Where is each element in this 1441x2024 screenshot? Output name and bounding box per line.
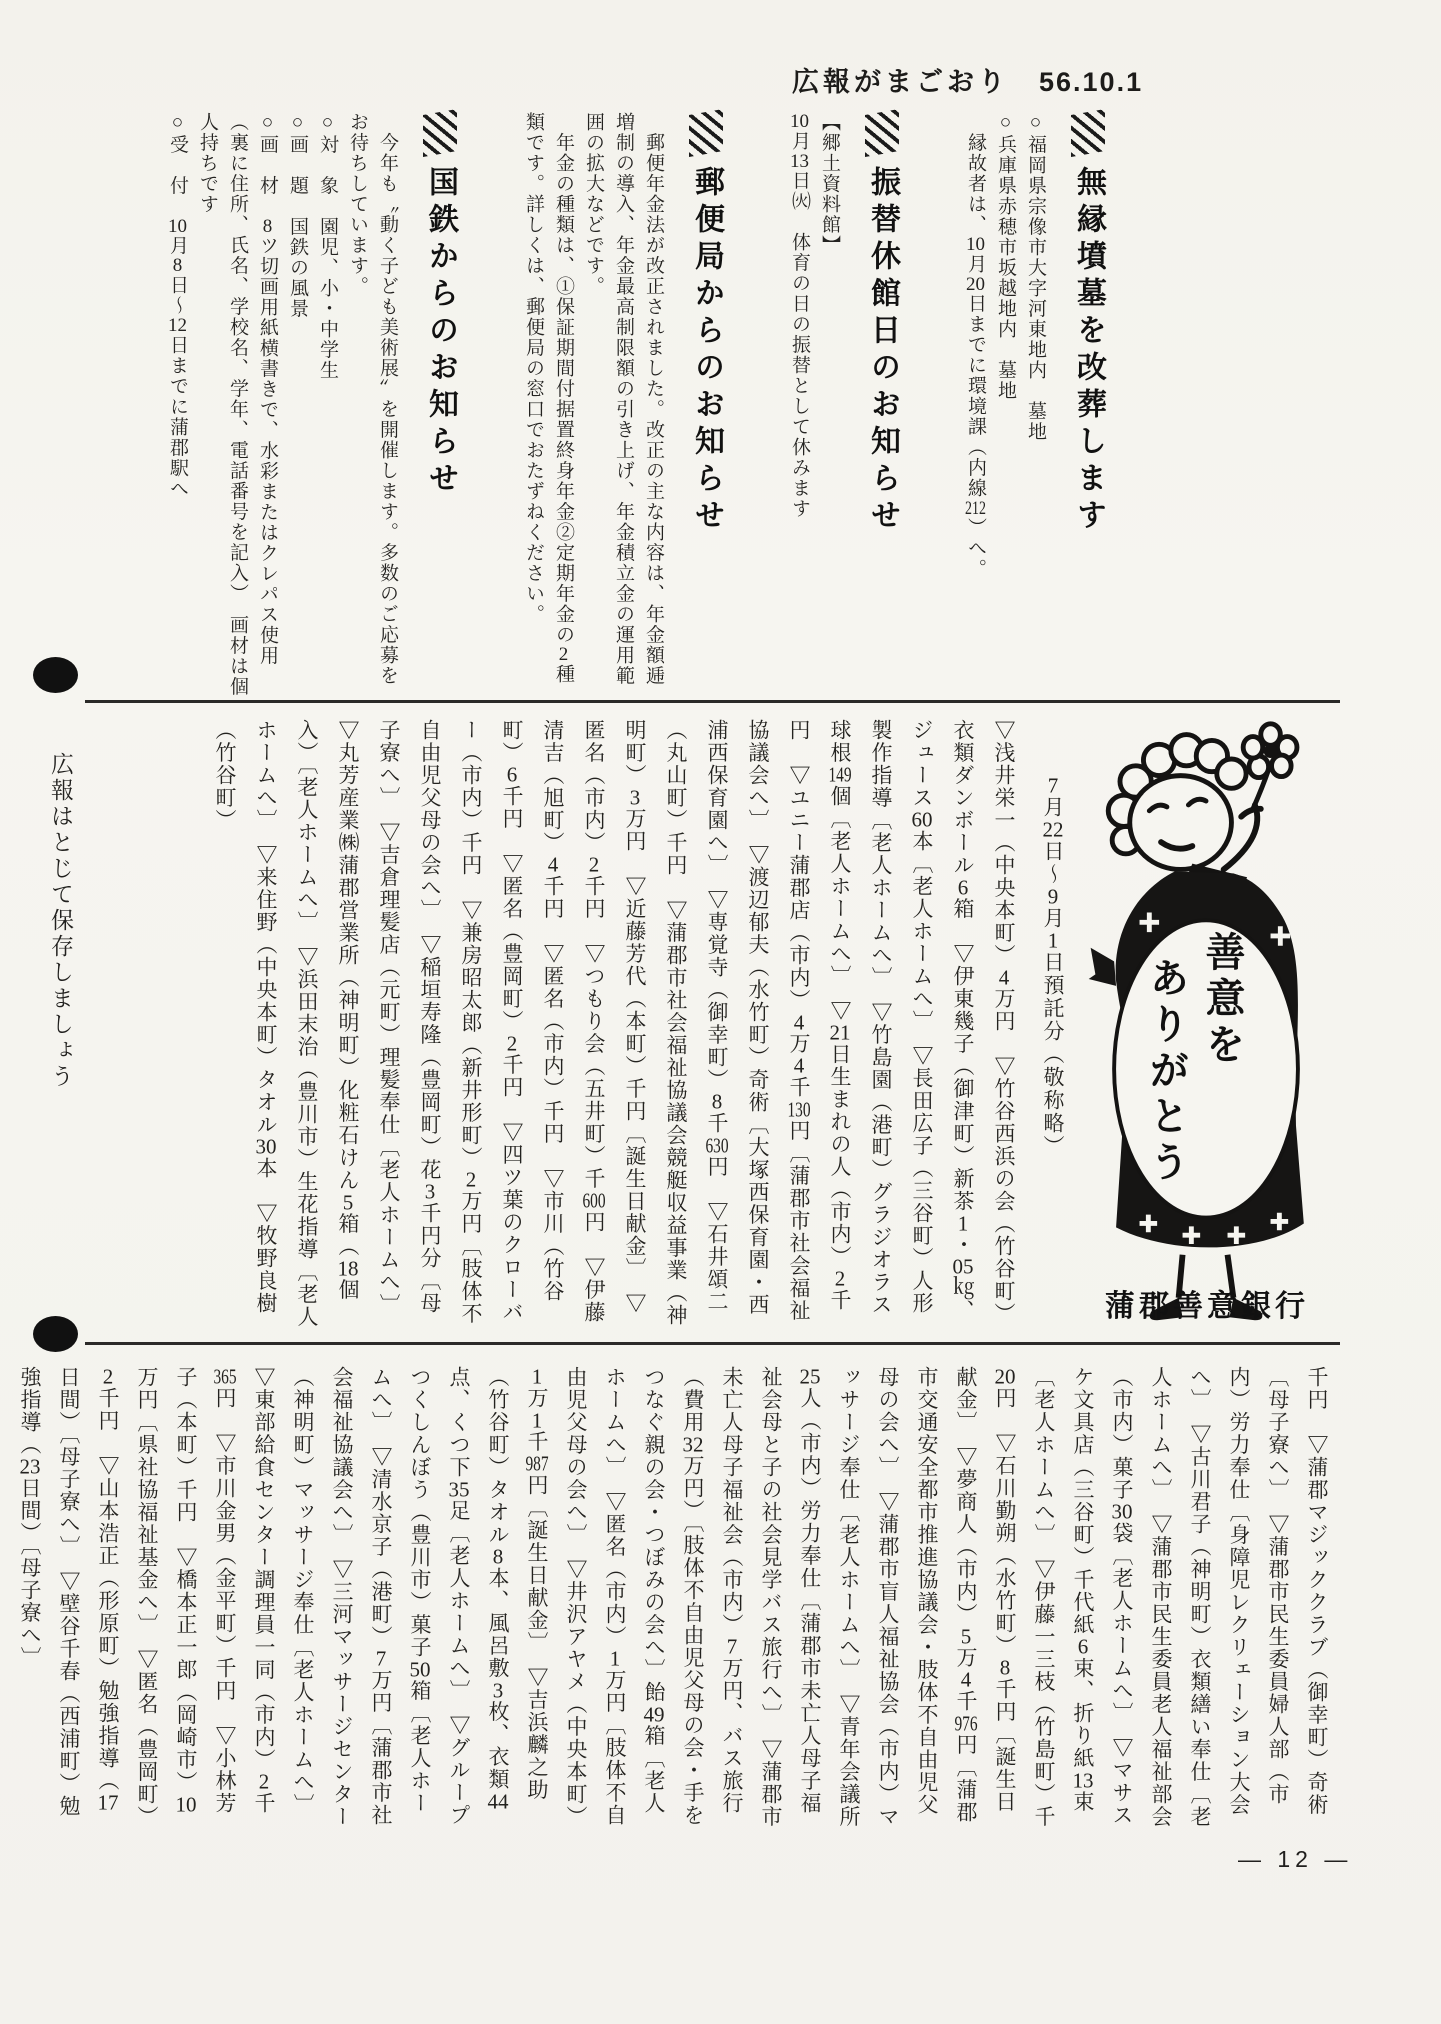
headline-text: 無縁墳墓を改葬します [1072,166,1105,536]
donor-list-text: ▽浅井栄一（中央本町）4万円 ▽竹谷西浜の会（竹谷町）衣類ダンボール6箱 ▽伊東幾子（御津町）新茶1・05㎏、ジュース60本〔老人ホームへ〕 ▽長田広子（三谷町）人形製作指導〔老人ホームへ〕 ▽竹島園（港町）グラジオラス球根149個〔老人ホームへ〕 ▽21日生まれの人（市内）2千円 ▽ユニー蒲郡店（市内）4万4千130円〔蒲郡市社会福祉協議会へ〕 ▽渡辺郁夫（水竹町）奇術〔大塚西保育園・西浦西保育園へ〕 ▽専覚寺（御幸町）8千630円 ▽石井頌二（丸山町）千円 ▽蒲郡市社会福祉協議会競艇収益事業（神明町）3万円 ▽近藤芳代（本町）千円〔誕生日献金〕 ▽匿名（市内）2千円 ▽つもり会（五井町）千600円 ▽伊藤清吉（旭町）4千円 ▽匿名（市内）千円 ▽市川（竹谷町）6千円 ▽匿名（豊岡町）2千円 ▽四ツ葉のクローバー（市内）千円 ▽兼房昭太郎（新井形町）2万円〔肢体不自由児父母の会へ〕 ▽稲垣寿隆（豊岡町）花3千円分〔母子寮へ〕 ▽吉倉理髪店（元町）理髪奉仕〔老人ホームへ〕 ▽丸芳産業㈱蒲郡営業所（神明町）化粧石けん5箱（18個入）〔老人ホームへ〕 ▽浜田末治（豊川市）生花指導〔老人ホームへ〕 ▽来住野（中央本町）タオル30本 ▽牧野良樹（竹谷町） [213,719,1016,1328]
goodwill-bank-caption: 蒲郡善意銀行 [1105,1290,1309,1323]
goodwill-donations-section [85,700,1340,1345]
hatch-icon [423,109,457,157]
article-post-office-notice [518,112,728,698]
hatch-icon [865,109,899,157]
article-line: ○福岡県宗像市大字河東地内 墓地 [1025,112,1046,442]
banner-line: ありがとう [1144,957,1188,1187]
article-headline [860,112,904,698]
deposit-period-note: 7月22日〜9月1日預託分（敬称略） [1041,775,1065,1158]
headline-text: 国鉄からのお知らせ [424,166,457,499]
newsletter-title: 広報がまごおり [792,67,1009,97]
article-grave-relocation [960,112,1110,698]
goodwill-banner [1138,931,1250,1187]
article-body [162,112,402,698]
article-body [960,112,1050,698]
article-line: 10月13日㈫ 体育の日の振替として休みます [789,112,810,519]
article-line: 郵便年金法が改正されました。改正の主な内容は、年金額逓増制の導入、年金最高制限額の引き上げ、年金積立金の運用範囲の拡大などです。 [583,112,664,686]
goodwill-donations-continued [18,1348,1340,1840]
binding-dot [33,657,78,693]
article-headline [684,112,728,698]
page-number: — 12 — [1238,1846,1353,1872]
headline-text: 郵便局からのお知らせ [690,166,723,536]
article-body [518,112,668,698]
hatch-icon [1071,109,1105,157]
donor-list-upper [87,719,1068,1328]
article-jnr-notice [162,112,462,698]
donor-list-text: 千円 ▽蒲郡マジッククラブ（御幸町）奇術〔母子寮へ〕 ▽蒲郡市民生委員婦人部（市内）労力奉仕〔身障児レクリェーション大会へ〕 ▽古川君子（神明町）衣類繕い奉仕〔老人ホームへ〕 ▽蒲郡市民生委員老人福祉部会（市内）菓子30袋〔老人ホームへ〕 ▽マサスケ文具店（三谷町）千代紙6束、折り紙13束〔老人ホームへ〕 ▽伊藤一三枝（竹島町）千20円 ▽石川勤朔（水竹町）8千円〔誕生日献金〕 ▽夢商人（市内）5万4千976円〔蒲郡市交通安全都市推進協議会・肢体不自由児父母の会へ〕 ▽蒲郡市盲人福祉協会（市内）マッサージ奉仕〔老人ホームへ〕 ▽青年会議所25人（市内）労力奉仕〔蒲郡市未亡人母子福祉会母と子の社会見学バス旅行へ〕 ▽蒲郡市未亡人母子福祉会（市内）7万円、バス旅行（費用32万円）〔肢体不自由児父母の会・手をつなぐ親の会・つぼみの会へ〕飴49箱〔老人ホームへ〕 ▽匿名（市内）1万円〔肢体不自由児父母の会へ〕 ▽井沢アヤメ（中央本町）1万1千987円〔誕生日献金〕 ▽吉浜麟之助（竹谷町）タオル8本、風呂敷3枚、衣類44点、くつ下35足〔老人ホームへ〕 ▽グループつくしんぼう（豊川市）菓子50箱〔老人ホームへ〕 ▽清水京子（港町）7万円〔蒲郡市社会福祉協議会へ〕 ▽三河マッサージセンター（神明町）マッサージ奉仕〔老人ホームへ〕 ▽東部給食センター調理員一同（市内）2千365円 ▽市川金男（金平町）千円 ▽小林芳子（本町）千円 ▽橋本正一郎（岡崎市）10万円〔県社協福祉基金へ〕 ▽匿名（豊岡町）2千円 ▽山本浩正（形原町）勉強指導（17日間）〔母子寮へ〕 ▽壁谷千春（西浦町）勉強指導（23日間）〔母子寮へ〕 [18,1366,1329,1828]
headline-text: 振替休館日のお知らせ [866,166,899,536]
article-body [784,112,844,698]
donor-list-lower [18,1366,1336,1830]
top-articles-section [85,112,1120,698]
article-headline [1066,112,1110,698]
page-header [792,60,1143,99]
spine-note: 広報はとじて保存しましょう [48,752,73,1090]
article-line: ○受 付 10月8日〜12日までに蒲郡駅へ [167,112,188,499]
article-line: ○画 材 8ツ切画用紙横書きで、水彩またはクレパス使用（裏に住所、氏名、学校名、学年、電話番号を記入） 画材は個人持ちです [197,112,278,697]
article-line: ○対 象 園児、小・中学生 [317,112,338,381]
article-museum-closure [784,112,904,698]
article-headline [418,112,462,698]
banner-line: 善意を [1200,931,1244,1069]
article-line: ○画 題 国鉄の風景 [287,112,308,319]
article-line: 年金の種類は、①保証期間付据置終身年金②定期年金の2種類です。詳しくは、郵便局の窓口でおたずねください。 [523,112,574,685]
binding-dot [33,1316,78,1352]
article-line: 今年も〝動く子ども美術展〟を開催します。多数のご応募をお待ちしています。 [347,112,398,686]
article-line: 【郷土資料館】 [819,112,840,256]
hatch-icon [689,109,723,157]
article-line: 縁故者は、10月20日までに環境課（内線212）へ。 [965,112,986,579]
goodwill-mascot-figure [1076,715,1338,1331]
article-line: ○兵庫県赤穂市坂越地内 墓地 [995,112,1016,401]
issue-date: 56.10.1 [1039,67,1144,97]
